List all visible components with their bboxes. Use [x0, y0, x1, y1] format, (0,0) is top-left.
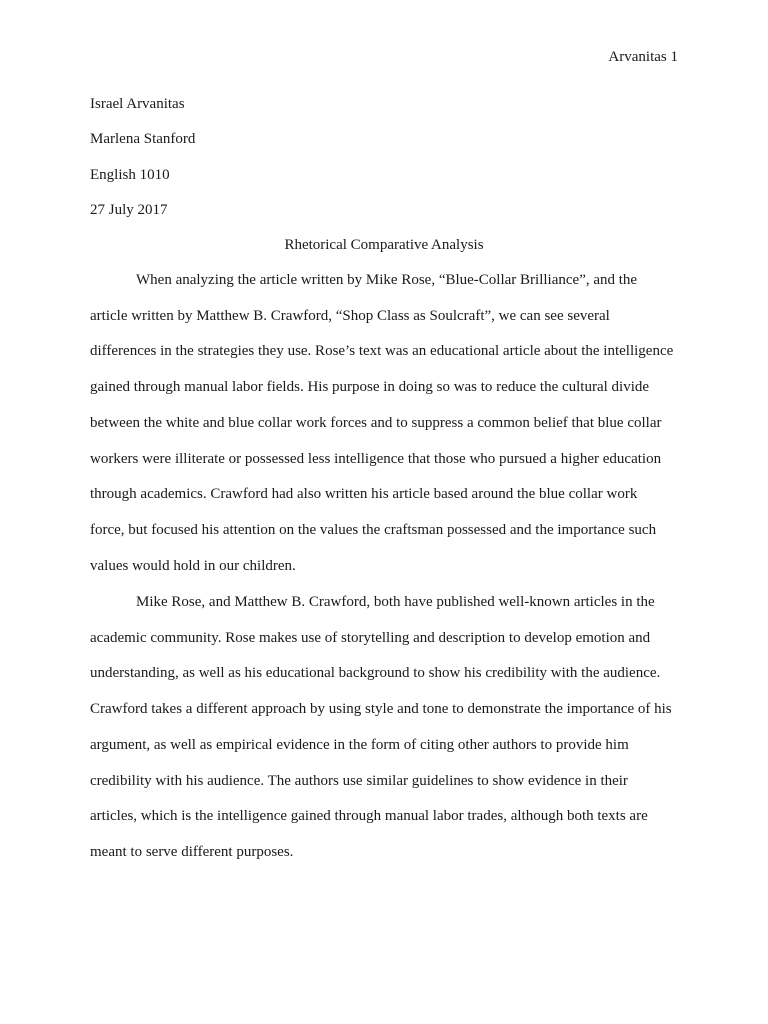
paragraph-1 — [90, 263, 682, 584]
paragraph-line: gained through manual labor fields. His purpose in doing so was to reduce the cultural divide — [90, 379, 650, 396]
paragraph-line: force, but focused his attention on the values the craftsman possessed and the importance such — [90, 521, 657, 538]
paragraph-line: article written by Matthew B. Crawford, “Shop Class as Soulcraft”, we can see several — [90, 307, 610, 324]
paragraph-line: workers were illiterate or possessed less intelligence that those who pursued a higher education — [90, 450, 662, 467]
paragraph-line: understanding, as well as his educational background to show his credibility with the audience. — [90, 665, 661, 682]
running-head: Arvanitas 1 — [608, 49, 678, 65]
paragraph-2 — [90, 585, 682, 871]
paragraph-line: articles, which is the intelligence gained through manual labor trades, although both texts are — [90, 808, 648, 825]
paragraph-line: Mike Rose, and Matthew B. Crawford, both have published well-known articles in the — [136, 594, 655, 610]
paragraph-line: differences in the strategies they use. Rose’s text was an educational article about the intelligence — [90, 343, 674, 360]
paragraph-line: through academics. Crawford had also written his article based around the blue collar work — [90, 486, 638, 503]
paragraph-line: between the white and blue collar work forces and to suppress a common belief that blue collar — [90, 414, 662, 431]
date: 27 July 2017 — [90, 202, 168, 218]
instructor-name: Marlena Stanford — [90, 131, 196, 147]
paragraph-line: Crawford takes a different approach by using style and tone to demonstrate the importance of his — [90, 701, 672, 718]
essay-title: Rhetorical Comparative Analysis — [284, 237, 484, 253]
paragraph-line: values would hold in our children. — [90, 557, 296, 574]
paragraph-line: credibility with his audience. The authors use similar guidelines to show evidence in their — [90, 772, 628, 789]
paragraph-line: argument, as well as empirical evidence in the form of citing other authors to provide him — [90, 736, 629, 753]
paragraph-line: meant to serve different purposes. — [90, 843, 294, 860]
course-name: English 1010 — [90, 167, 170, 183]
paragraph-line: academic community. Rose makes use of storytelling and description to develop emotion and — [90, 629, 651, 646]
paragraph-line: When analyzing the article written by Mike Rose, “Blue-Collar Brilliance”, and the — [136, 272, 638, 288]
student-name: Israel Arvanitas — [90, 96, 185, 112]
